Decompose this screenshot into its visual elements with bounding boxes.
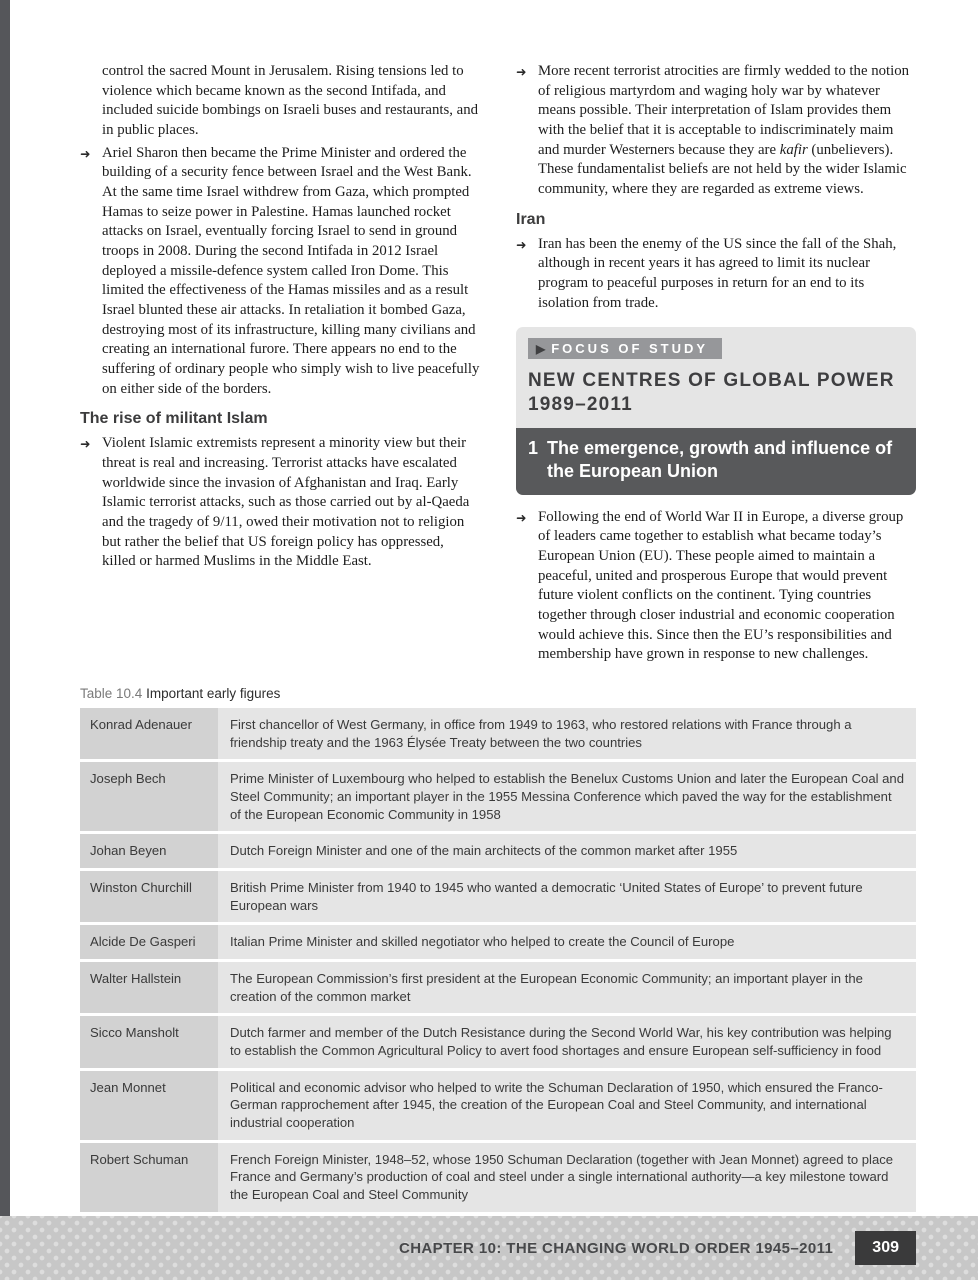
paragraph-continuation: control the sacred Mount in Jerusalem. Rising tensions led to violence which became known as the second Intifada, and included suicide bombings on Israeli buses and restaurants, and in public places. [102,63,478,139]
bullet-text: Iran has been the enemy of the US since the fall of the Shah, although in recent years it has agreed to limit its nuclear program to peaceful purposes in return for an end to its isolation from trade. [538,235,897,311]
arrow-bullet-icon: ➜ [516,64,527,79]
figure-description: French Foreign Minister, 1948–52, whose 1950 Schuman Declaration (together with Jean Monnet) agreed to place France and Germany’s production of coal and steel under a single international authority—a key milestone toward the European Coal and Steel Community [218,1143,916,1212]
page-footer [0,1216,978,1280]
figure-description: British Prime Minister from 1940 to 1945 who wanted a democratic ‘United States of Europe’ to prevent future European wars [218,871,916,922]
bullet-text: Following the end of World War II in Europe, a diverse group of leaders came together to establish what became today’s European Union (EU). These people aimed to maintain a peaceful, united and prosperous Europe that would prevent future violent conflicts on the continent. Tying countries together through closer industrial and economic cooperation would achieve this. Since then the EU’s responsibilities and membership have grown in response to new challenges. [538,508,904,663]
section-number: 1 [528,437,539,458]
table-row [80,708,916,759]
table-row [80,871,916,922]
heading-militant-islam: The rise of militant Islam [80,410,268,428]
focus-of-study-label [528,338,722,359]
table-row [80,1071,916,1140]
bullet-text: Violent Islamic extremists represent a minority view but their threat is real and increasing. Terrorist attacks have escalated worldwide since the invasion of Afghanistan and Iraq. Early Islamic terrorist attacks, such as those carried out by al-Qaeda and the tragedy of 9/11, owed their motivation not to religion but rather the belief that US foreign policy has oppressed, killed or harmed Muslims in the Middle East. [102,435,470,570]
figure-description: Prime Minister of Luxembourg who helped to establish the Benelux Customs Union and later the European Coal and Steel Community; an important player in the 1955 Messina Conference which paved the way for the establishment of the European Economic Community in 1958 [218,762,916,831]
focus-label-text: FOCUS OF STUDY [551,341,709,357]
table-row [80,762,916,831]
focus-of-study-box [516,327,916,494]
figure-name: Sicco Mansholt [80,1016,218,1067]
table-caption [80,686,916,701]
figure-name: Robert Schuman [80,1143,218,1212]
table-caption-label: Table 10.4 [80,686,143,702]
focus-title-line1: NEW CENTRES OF GLOBAL POWER [528,370,895,392]
page-number-badge: 309 [855,1231,916,1265]
figure-name: Joseph Bech [80,762,218,831]
bullet-item-eu [516,508,916,665]
table-row [80,962,916,1013]
figure-name: Winston Churchill [80,871,218,922]
bullet-item-atrocities [516,62,916,200]
right-column [516,62,916,668]
figure-name: Johan Beyen [80,834,218,868]
bullet-item-sharon [80,144,480,400]
focus-title-line2: 1989–2011 [528,394,633,416]
table-row [80,1143,916,1212]
table-row [80,1016,916,1067]
section-title: The emergence, growth and influence of the European Union [547,437,893,482]
bullet-item-militant [80,434,480,572]
italic-term: kafir [779,141,808,158]
arrow-bullet-icon: ➜ [516,509,527,525]
bullet-text-after: (unbelievers). These fundamentalist beliefs are not held by the wider Islamic community, where they are regarded as extreme views. [538,141,907,198]
arrow-bullet-icon: ➜ [516,236,527,252]
figure-name: Alcide De Gasperi [80,925,218,959]
two-column-text [80,62,916,668]
left-column [80,62,480,668]
figure-name: Walter Hallstein [80,962,218,1013]
focus-section-bar [516,428,916,495]
left-edge-band [0,0,10,1280]
figure-description: The European Commission’s first president at the European Economic Community; an important player in the creation of the common market [218,962,916,1013]
arrow-bullet-icon: ➜ [80,436,91,452]
figure-description: Political and economic advisor who helped to write the Schuman Declaration of 1950, which ensured the Franco-German rapprochement after 1945, the creation of the European Coal and Steel Community, and international industrial cooperation [218,1071,916,1140]
figure-description: Dutch Foreign Minister and one of the main architects of the common market after 1955 [218,834,916,868]
figure-description: Dutch farmer and member of the Dutch Resistance during the Second World War, his key contribution was helping to establish the Common Agricultural Policy to avert food shortages and ensure European self-sufficiency in food [218,1016,916,1067]
chapter-title: CHAPTER 10: THE CHANGING WORLD ORDER 1945–2011 [398,1239,834,1257]
table-row [80,925,916,959]
bullet-text: Ariel Sharon then became the Prime Minister and ordered the building of a security fence between Israel and the West Bank. At the same time Israel withdrew from Gaza, which prompted Hamas to seize power in Palestine. Hamas launched rocket attacks on Israel, eventually forcing Israel to send in ground troops in 2008. During the second Intifada in 2012 Israel deployed a missile-defence system called Iron Dome. This limited the effectiveness of the Hamas missiles and as a result Israel blunted these air attacks. In retaliation it bombed Gaza, destroying most of its infrastructure, killing many civilians and creating an international furore. There appears no end to the suffering of ordinary people who simply wish to live peacefully on either side of the borders. [102,144,480,397]
table-row [80,834,916,868]
figure-description: Italian Prime Minister and skilled negotiator who helped to create the Council of Europe [218,925,916,959]
important-early-figures-table [80,708,916,1212]
play-arrow-icon: ▶ [536,341,546,356]
heading-iran: Iran [516,210,546,228]
arrow-bullet-icon: ➜ [80,145,91,161]
bullet-text [538,62,916,200]
figure-description: First chancellor of West Germany, in office from 1949 to 1963, who restored relations with France through a friendship treaty and the 1963 Élysée Treaty between the two countries [218,708,916,759]
bullet-item-iran [516,235,916,314]
bullet-text-before: More recent terrorist atrocities are firmly wedded to the notion of religious martyrdom and waging holy war by whatever means possible. Their interpretation of Islam provides them with the belief that it is acceptable to indiscriminately maim and murder Westerners because they are [538,63,910,158]
figure-name: Konrad Adenauer [80,708,218,759]
table-caption-text: Important early figures [146,686,281,702]
focus-title [516,359,916,428]
focus-label-row [516,327,916,359]
figure-name: Jean Monnet [80,1071,218,1140]
